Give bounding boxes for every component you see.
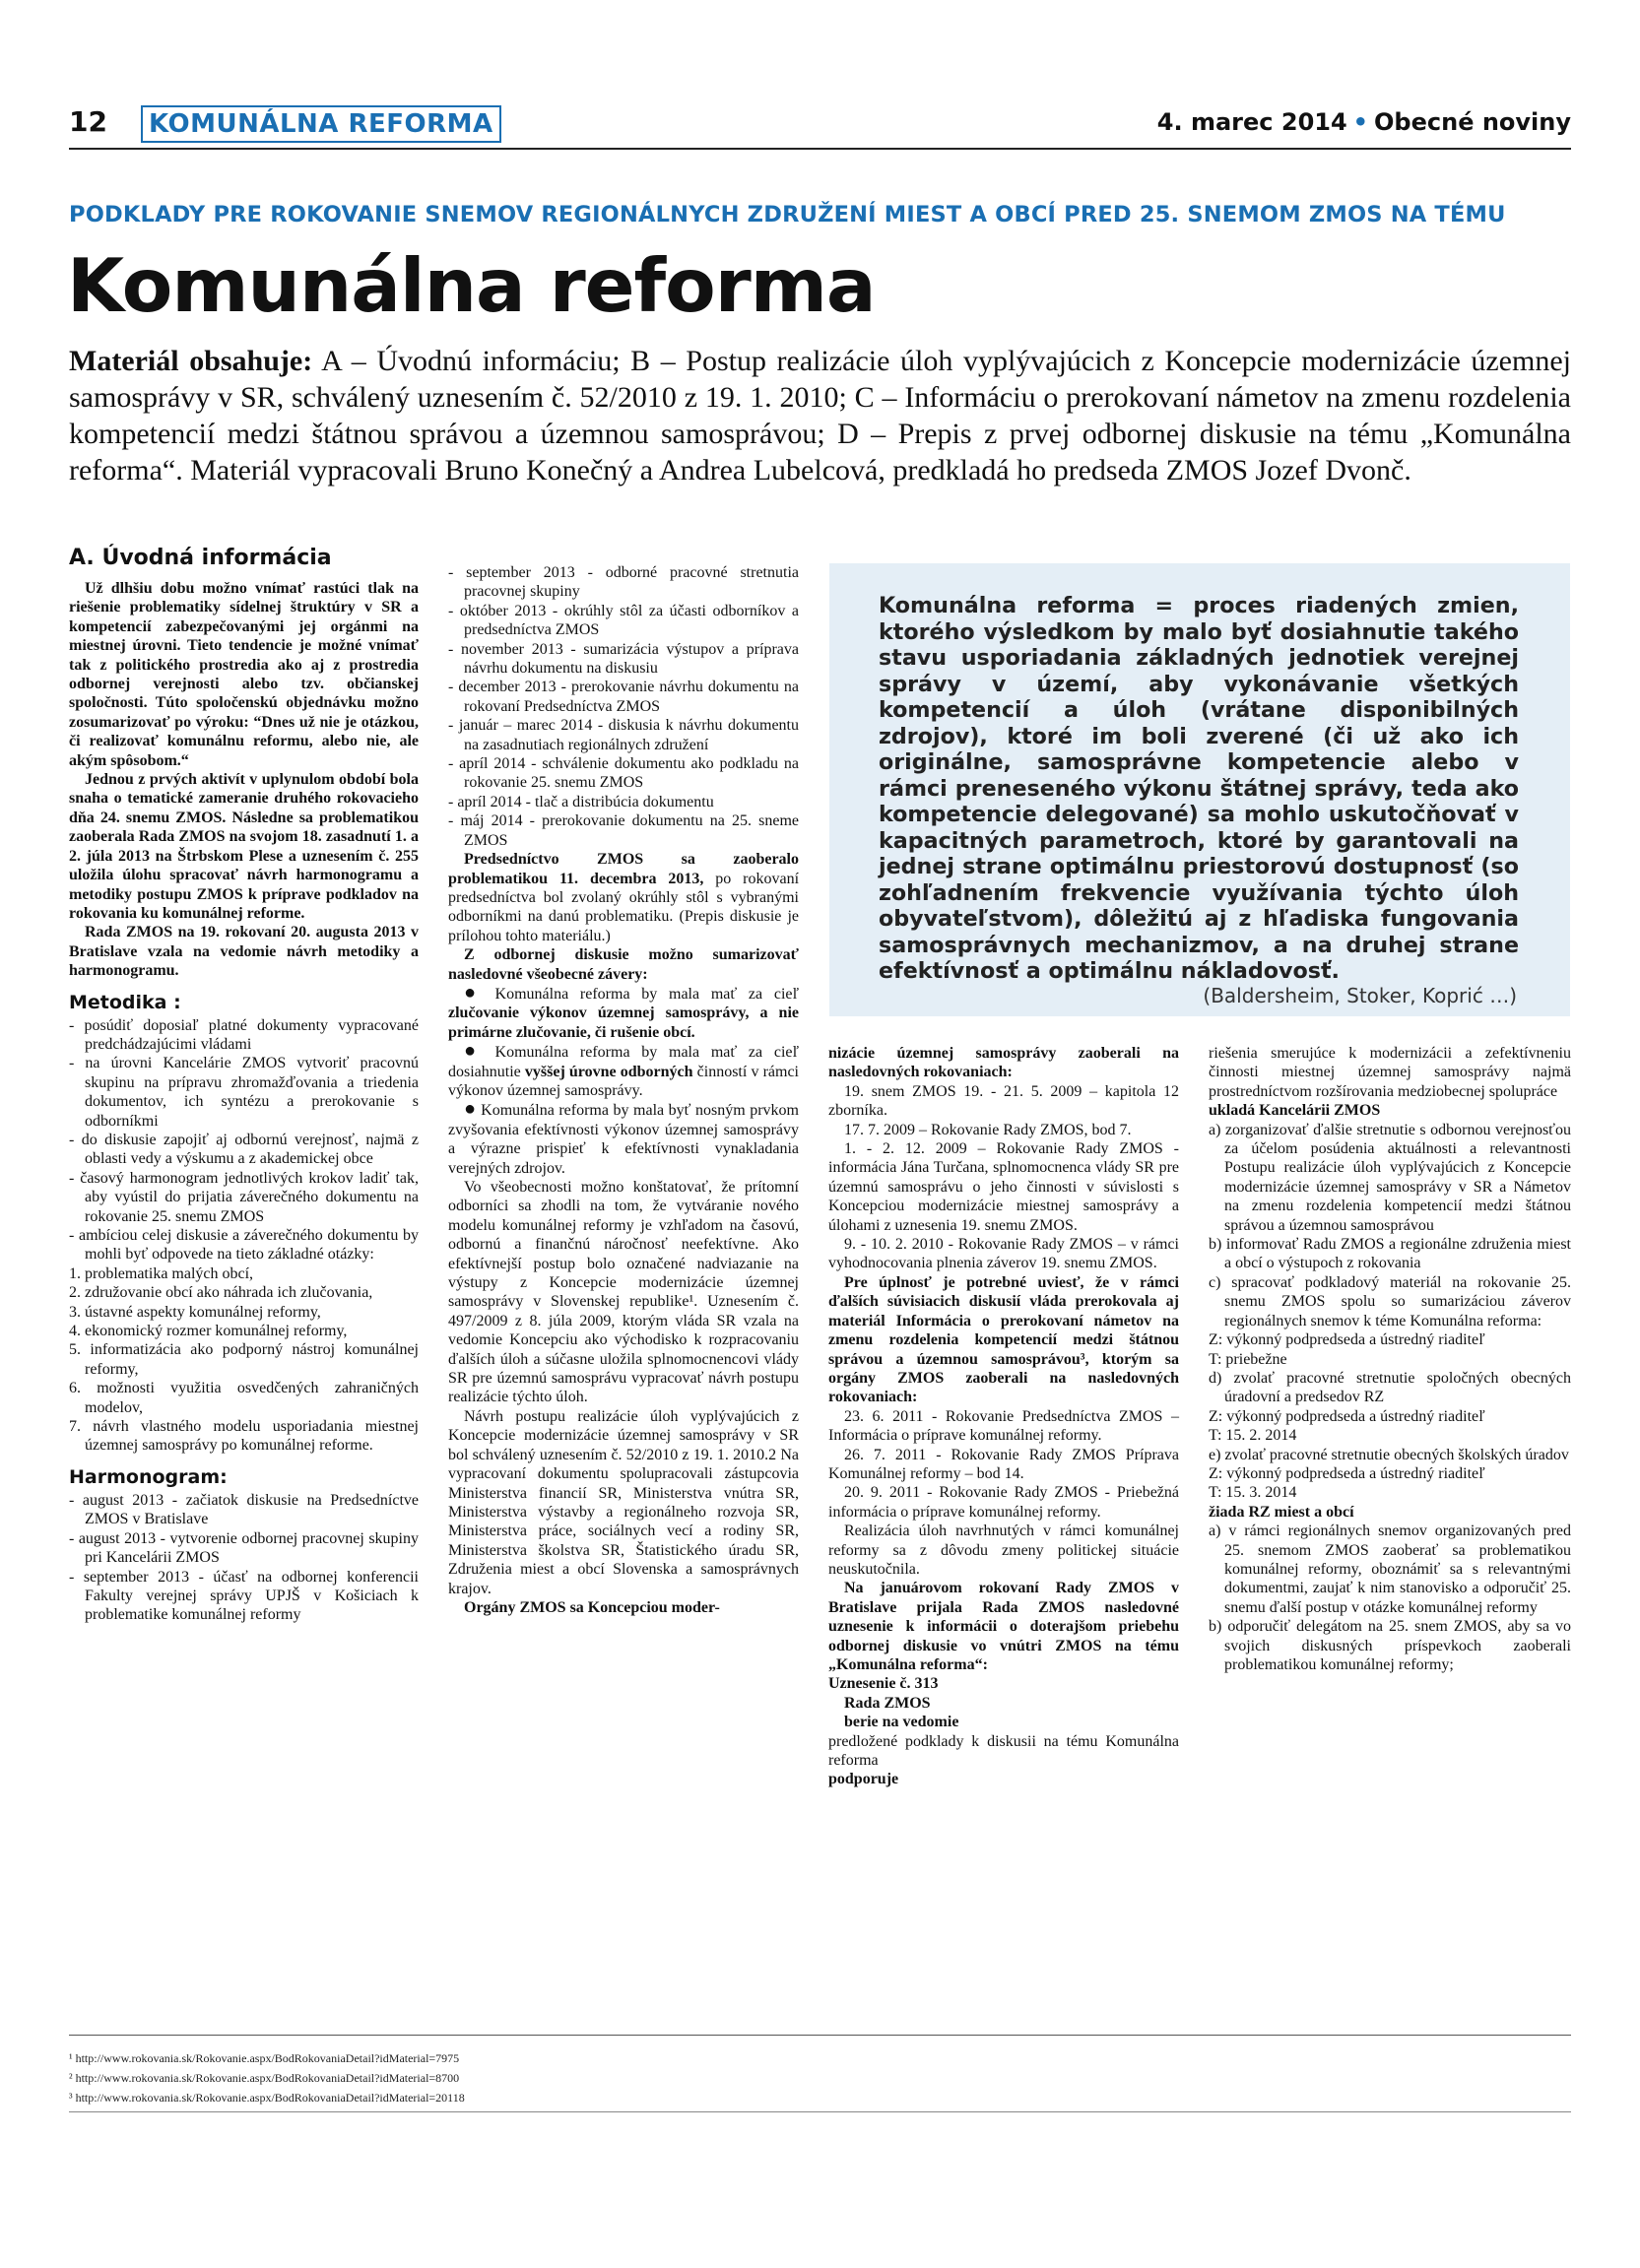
- list-item: 1. problematika malých obcí,: [69, 1264, 254, 1282]
- publication-name: Obecné noviny: [1374, 108, 1571, 136]
- article-lead: [69, 343, 1571, 488]
- resolution-verb: berie na vedomie: [844, 1714, 959, 1731]
- responsible: Z: výkonný podpredseda a ústredný riaditeľ: [1209, 1464, 1485, 1482]
- quote-source: (Baldersheim, Stoker, Koprić …): [1203, 984, 1517, 1007]
- list-item: - máj 2014 - prerokovanie dokumentu na 25. sneme ZMOS: [448, 812, 799, 849]
- paragraph: riešenia smerujúce k modernizácii a zefektívneniu činnosti miestnej územnej samosprávy najmä prostredníctvom rozšírovania medziobecnej spolupráce: [1209, 1045, 1571, 1100]
- list-item: a) zorganizovať ďalšie stretnutie s odbornou verejnosťou za účelom posúdenia aktuálnosti a relevantnosti Postupu realizácie úloh vyplývajúcich z Koncepcie modernizácie územnej samosprávy v SR a Námetov na zmenu rozdelenia kompetencií medzi štátnou správou a územnou samosprávou: [1209, 1121, 1571, 1234]
- list-item: d) zvolať pracovné stretnutie spoločných obecných úradovní a predsedov RZ: [1209, 1369, 1571, 1406]
- bullet-point: [448, 1042, 799, 1100]
- harmonogram-heading: Harmonogram:: [69, 1465, 228, 1488]
- list-item: b) odporučiť delegátom na 25. snem ZMOS, aby sa vo svojich diskusných príspevkoch zaoberali problematikou komunálnej reformy;: [1209, 1618, 1571, 1673]
- footnote-rule: [69, 2035, 1571, 2036]
- bold-run: vyššej úrovne odborných: [524, 1063, 693, 1080]
- text-run: Komunálna reforma by mala mať za cieľ dosiahnutie: [448, 1044, 800, 1080]
- list-item: - apríl 2014 - schválenie dokumentu ako podkladu na rokovanie 25. snemu ZMOS: [448, 755, 799, 792]
- list-item: 5. informatizácia ako podporný nástroj komunálnej reformy,: [69, 1341, 419, 1378]
- list-item: a) v rámci regionálnych snemov organizovaných pred 25. snemom ZMOS zaoberať sa problematikou komunálnej reformy, oboznámiť sa s relevantnými dokumentmi, zaujať k nim stanovisko a odporučiť 25. snemu ďalší postup v otázke komunálnej reformy: [1209, 1523, 1571, 1616]
- list-item: c) spracovať podkladový materiál na rokovanie 25. snemu ZMOS spolu so sumarizáciou záverov regionálnych snemov k téme Komunálna reforma:: [1209, 1273, 1571, 1329]
- list-item: - december 2013 - prerokovanie návrhu dokumentu na rokovaní Predsedníctva ZMOS: [448, 679, 799, 715]
- lead-text: A – Úvodnú informáciu; B – Postup realizácie úloh vyplývajúcich z Koncepcie modernizácie územnej samosprávy v SR, schválený uznesením č. 52/2010 z 19. 1. 2010; C – Informáciu o prerokovaní námetov na zmenu rozdelenia kompetencií medzi štátnou správou a územnou samosprávou; D – Prepis z prvej odbornej diskusie na tému „Komunálna reforma“. Materiál vypracovali Bruno Konečný a Andrea Lubelcová, predkladá ho predseda ZMOS Jozef Dvonč.: [69, 345, 1571, 486]
- paragraph: Rada ZMOS na 19. rokovaní 20. augusta 2013 v Bratislave vzala na vedomie návrh metodiky a harmonogramu.: [69, 924, 419, 980]
- footnote: ¹ http://www.rokovania.sk/Rokovanie.aspx/BodRokovaniaDetail?idMaterial=7975: [69, 2051, 460, 2065]
- bullet-point: [448, 981, 800, 1042]
- paragraph: Z odbornej diskusie možno sumarizovať nasledovné všeobecné závery:: [448, 946, 799, 983]
- definition-quote-box: [829, 563, 1570, 1016]
- deadline: T: priebežne: [1209, 1350, 1287, 1368]
- header-rule: [69, 148, 1571, 150]
- list-item: - január – marec 2014 - diskusia k návrhu dokumentu na zasadnutiach regionálnych združení: [448, 717, 799, 753]
- bullet-icon: ●: [464, 981, 484, 1004]
- list-item: 6. možnosti využitia osvedčených zahraničných modelov,: [69, 1380, 419, 1416]
- paragraph: Už dlhšiu dobu možno vnímať rastúci tlak na riešenie problematiky sídelnej štruktúry v SR a kompetencií zabezpečovanými jej orgánmi na miestnej úrovni. Tieto tendencie je možné vnímať tak z politického prostredia ako aj z prostredia odbornej verejnosti alebo tzv. občianskej spoločnosti. Túto spoločenskú objednávku možno zosumarizovať po výroku: “Dnes už nie je otázkou, či realizovať komunálnu reformu, alebo nie, ale akým spôsobom.“: [69, 580, 419, 769]
- column-4: [1209, 1044, 1571, 1674]
- column-1: [69, 544, 419, 1625]
- resolution-verb: podporuje: [828, 1771, 899, 1788]
- article-title: Komunálna reforma: [67, 242, 876, 329]
- text-run: Komunálna reforma by mala byť nosným prvkom zvyšovania efektívnosti výkonov územnej samosprávy a výrazne prispieť k efektívnosti vynakladania verejných zdrojov.: [448, 1102, 799, 1177]
- column-2: [448, 563, 799, 1617]
- list-item: - ambíciou celej diskusie a záverečného dokumentu by mohli byť odpovede na tieto základné otázky:: [69, 1227, 419, 1264]
- resolution-verb: žiada RZ miest a obcí: [1209, 1503, 1354, 1521]
- text-run: Komunálna reforma by mala mať za cieľ: [494, 985, 800, 1003]
- list-item: - november 2013 - sumarizácia výstupov a príprava návrhu dokumentu na diskusiu: [448, 640, 799, 678]
- footnotes: [69, 2048, 1571, 2107]
- page-number: 12: [69, 105, 107, 138]
- list-item: - posúdiť doposiaľ platné dokumenty vypracované predchádzajúcimi vládami: [69, 1016, 419, 1053]
- deadline: T: 15. 3. 2014: [1209, 1484, 1297, 1502]
- harmonogram-list: [69, 1491, 419, 1625]
- list-item: 1. - 2. 12. 2009 – Rokovanie Rady ZMOS - informácia Jána Turčana, splnomocnenca vlády SR pre územnú samosprávu o jeho činnosti v súvislosti s Koncepciou modernizácie miestnej samosprávy a úlohami z uznesenia 19. snemu ZMOS.: [828, 1140, 1179, 1234]
- list-item: - na úrovni Kancelárie ZMOS vytvoriť pracovnú skupinu na prípravu zhromažďovania a triedenia dokumentov, ich syntézu a prerokovanie s odborníkmi: [69, 1055, 419, 1130]
- paragraph: Pre úplnosť je potrebné uviesť, že v rámci ďalších súvisiacich diskusií vláda prerokovala aj materiál Informácia o prerokovaní námetov na zmenu rozdelenia kompetencií medzi štátnou správou a územnou samosprávou³, ktorým sa orgány ZMOS zaoberali na nasledovných rokovaniach:: [828, 1273, 1179, 1406]
- bottom-rule: [69, 2111, 1571, 2112]
- dateline: [1157, 102, 1571, 142]
- paragraph: Na januárovom rokovaní Rady ZMOS v Bratislave prijala Rada ZMOS nasledovné uznesenie k informácii o doterajšom priebehu odbornej diskusie vo vnútri ZMOS na tému „Komunálna reforma“:: [828, 1580, 1179, 1673]
- list-item: - apríl 2014 - tlač a distribúcia dokumentu: [448, 793, 714, 810]
- resolution-body: Rada ZMOS: [844, 1694, 931, 1712]
- list-item: b) informovať Radu ZMOS a regionálne združenia miest a obcí o výstupoch z rokovania: [1209, 1236, 1571, 1272]
- bold-run: zlučovanie výkonov územnej samosprávy, a nie primárne zlučovanie, či rušenie obcí.: [448, 1004, 799, 1041]
- list-item: 2. združovanie obcí ako náhrada ich zlučovania,: [69, 1284, 373, 1302]
- list-item: - október 2013 - okrúhly stôl za účasti odborníkov a predsedníctva ZMOS: [448, 602, 799, 639]
- paragraph: Jednou z prvých aktivít v uplynulom období bola snaha o tematické zameranie druhého rokovacieho dňa 24. snemu ZMOS. Následne sa problematikou zaoberala Rada ZMOS na svojom 18. zasadnutí 1. a 2. júla 2013 na Štrbskom Plese a uznesením č. 255 uložila úlohu spracovať návrh harmonogramu a metodiky postupu ZMOS k príprave podkladov na rokovania ku komunálnej reforme.: [69, 771, 419, 922]
- list-item: 19. snem ZMOS 19. - 21. 5. 2009 – kapitola 12 zborníka.: [828, 1082, 1179, 1120]
- list-item: 9. - 10. 2. 2010 - Rokovanie Rady ZMOS – v rámci vyhodnocovania plnenia záverov 19. snemu ZMOS.: [828, 1236, 1179, 1272]
- text-run: po rokovaní predsedníctva bol zvolaný okrúhly stôl s vybranými odborníkmi na danú problematiku. (Prepis diskusie je prílohou tohto materiálu.): [448, 870, 800, 944]
- page-header: [69, 102, 1571, 142]
- footnote: ³ http://www.rokovania.sk/Rokovanie.aspx/BodRokovaniaDetail?idMaterial=20118: [69, 2091, 465, 2105]
- lead-label: Materiál obsahuje:: [69, 345, 313, 377]
- list-item: e) zvolať pracovné stretnutie obecných školských úradov: [1209, 1446, 1569, 1463]
- list-item: 4. ekonomický rozmer komunálnej reformy,: [69, 1323, 348, 1340]
- metodika-heading: Metodika :: [69, 991, 181, 1013]
- responsible: Z: výkonný podpredseda a ústredný riaditeľ: [1209, 1331, 1485, 1349]
- resolution-verb: ukladá Kancelárii ZMOS: [1209, 1102, 1381, 1120]
- paragraph: Vo všeobecnosti možno konštatovať, že prítomní odborníci sa zhodli na tom, že vytváranie nového modelu komunálnej reformy je vzhľadom na časovú, odbornú a finančnú náročnosť neefektívne. Ako efektívnejší postup bolo označené nadviazanie na výstupy z Koncepcie modernizácie územnej samosprávy v Slovenskej republike¹. Uznesením č. 497/2009 z 8. júla 2009, ktorým vláda SR vzala na vedomie Koncepciu ako východisko k rozpracovaniu ďalších úloh a súčasne uložila splnomocnencovi vlády SR pre územnú samosprávu vypracovať návrh postupu realizácie týchto úloh.: [448, 1179, 799, 1406]
- metodika-list: [69, 1016, 419, 1456]
- bullet-icon: ●: [464, 1040, 484, 1063]
- list-item: 20. 9. 2011 - Rokovanie Rady ZMOS - Priebežná informácia o príprave komunálnej reformy.: [828, 1484, 1179, 1521]
- list-item: - september 2013 - účasť na odbornej konferencii Fakulty verejnej správy UPJŠ v Košiciach k problematike komunálnej reformy: [69, 1568, 419, 1624]
- paragraph: Orgány ZMOS sa Koncepciou moder-: [464, 1598, 720, 1616]
- deadline: T: 15. 2. 2014: [1209, 1427, 1297, 1445]
- list-item: - august 2013 - začiatok diskusie na Predsedníctve ZMOS v Bratislave: [69, 1491, 419, 1528]
- list-item: - august 2013 - vytvorenie odbornej pracovnej skupiny pri Kancelárii ZMOS: [69, 1529, 419, 1567]
- column-3: [828, 1044, 1179, 1789]
- list-item: - september 2013 - odborné pracovné stretnutia pracovnej skupiny: [448, 564, 799, 601]
- footnote: ² http://www.rokovania.sk/Rokovanie.aspx/BodRokovaniaDetail?idMaterial=8700: [69, 2071, 460, 2085]
- harmonogram-list-continued: [448, 563, 799, 850]
- section-label: KOMUNÁLNA REFORMA: [141, 105, 501, 143]
- bullet-point: [448, 1100, 799, 1178]
- bold-run: Predsedníctvo ZMOS sa zaoberalo problematikou 11. decembra 2013,: [448, 851, 799, 887]
- paragraph: Realizácia úloh navrhnutých v rámci komunálnej reformy sa z dôvodu zmeny politickej situácie neuskutočnila.: [828, 1523, 1179, 1578]
- resolution-number: Uznesenie č. 313: [828, 1675, 939, 1693]
- article-kicker: PODKLADY PRE ROKOVANIE SNEMOV REGIONÁLNYCH ZDRUŽENÍ MIEST A OBCÍ PRED 25. SNEMOM ZMOS NA TÉMU: [69, 202, 1506, 227]
- list-item: 17. 7. 2009 – Rokovanie Rady ZMOS, bod 7.: [844, 1121, 1132, 1138]
- paragraph: Návrh postupu realizácie úloh vyplývajúcich z Koncepcie modernizácie územnej samosprávy v SR bol schválený uznesením č. 52/2010 z 19. 1. 2010.2 Na vypracovaní dokumentu spolupracovali zástupcovia Ministerstva financií SR, Ministerstva vnútra SR, Ministerstva výstavby a regionálneho rozvoja SR, Ministerstva práce, sociálnych vecí a rodiny SR, Ministerstva školstva SR, Štatistického úradu SR, Združenia miest a obcí Slovenska a samosprávnych krajov.: [448, 1407, 799, 1597]
- paragraph: nizácie územnej samosprávy zaoberali na nasledovných rokovaniach:: [828, 1045, 1179, 1081]
- separator-dot: •: [1352, 108, 1369, 136]
- paragraph: predložené podklady k diskusii na tému Komunálna reforma: [828, 1732, 1179, 1770]
- section-heading-a: A. Úvodná informácia: [69, 546, 332, 570]
- list-item: 3. ústavné aspekty komunálnej reformy,: [69, 1303, 321, 1321]
- text-run: činností v rámci výkonov územnej samosprávy.: [448, 1063, 799, 1099]
- bullet-icon: ●: [464, 1098, 477, 1121]
- quote-text: Komunálna reforma = proces riadených zmien, ktorého výsledkom by malo byť dosiahnutie takého stavu usporiadania základných jednotiek verejnej správy v území, aby vykonávanie všetkých kompetencií a úloh (vrátane disponibilných zdrojov), ktoré im boli zverené (či už ako ich originálne, samosprávne kompetencie alebo v rámci preneseného výkonu štátnej správy, teda ako kompetencie delegované) sa mohlo uskutočňovať v kapacitných parametroch, ktoré by garantovali na jednej strane optimálnu priestorovú dostupnosť (so zohľadnením frekvencie využívania týchto úloh obyvateľstvom), dôležitú aj z hľadiska fungovania samosprávnych mechanizmov, a na druhej strane efektívnosť a optimálnu nákladovosť.: [879, 593, 1519, 984]
- paragraph: [448, 850, 799, 945]
- list-item: - do diskusie zapojiť aj odbornú verejnosť, najmä z oblasti vedy a výskumu a z akademickej obce: [69, 1131, 419, 1168]
- list-item: 23. 6. 2011 - Rokovanie Predsedníctva ZMOS – Informácia o príprave komunálnej reformy.: [828, 1407, 1179, 1445]
- list-item: 7. návrh vlastného modelu usporiadania miestnej územnej samosprávy po komunálnej reforme.: [69, 1418, 419, 1455]
- list-item: - časový harmonogram jednotlivých krokov ladiť tak, aby vyústil do prijatia záverečného dokumentu na rokovanie 25. snemu ZMOS: [69, 1169, 419, 1225]
- list-item: 26. 7. 2011 - Rokovanie Rady ZMOS Príprava Komunálnej reformy – bod 14.: [828, 1446, 1179, 1482]
- issue-date: 4. marec 2014: [1156, 108, 1347, 136]
- responsible: Z: výkonný podpredseda a ústredný riaditeľ: [1209, 1407, 1485, 1425]
